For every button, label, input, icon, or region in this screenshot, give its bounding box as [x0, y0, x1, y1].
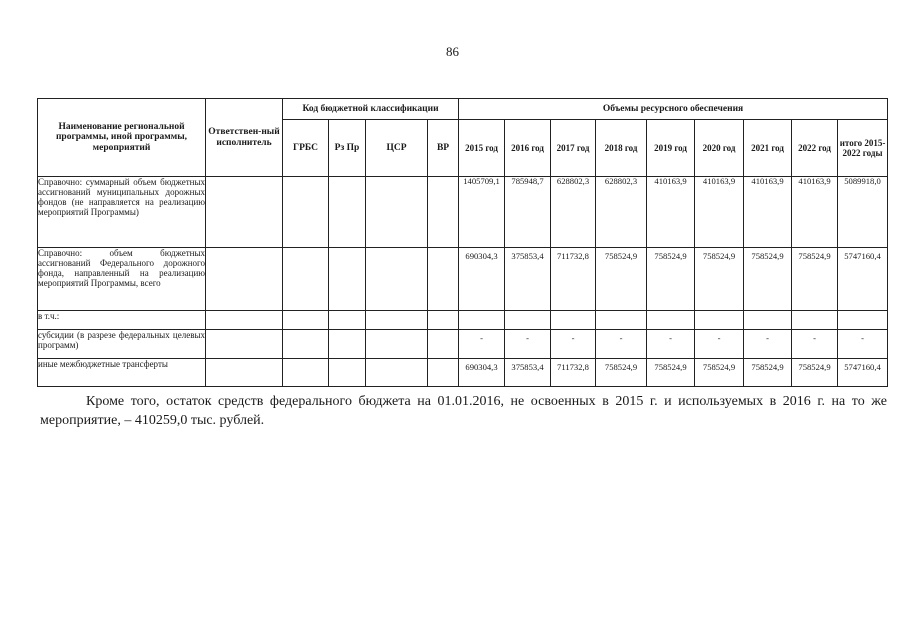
header-year: 2018 год [596, 120, 647, 177]
value-cell [647, 311, 695, 330]
value-cell: 375853,4 [505, 248, 551, 311]
value-cell [744, 311, 792, 330]
header-year: 2016 год [505, 120, 551, 177]
empty-cell [283, 248, 329, 311]
empty-cell [206, 359, 283, 387]
header-year: 2022 год [792, 120, 838, 177]
note-paragraph: Кроме того, остаток средств федерального бюджета на 01.01.2016, не освоенных в 2015 г. и используемых в 2016 г. на то же мероприятие, – 410259,0 тыс. рублей. [40, 394, 887, 428]
value-cell: 758524,9 [792, 248, 838, 311]
value-cell: 711732,8 [551, 248, 596, 311]
value-cell: 410163,9 [792, 177, 838, 248]
value-cell [551, 311, 596, 330]
empty-cell [366, 177, 428, 248]
empty-cell [366, 330, 428, 359]
empty-cell [329, 177, 366, 248]
empty-cell [428, 330, 459, 359]
value-cell: 690304,3 [459, 359, 505, 387]
table-row [38, 311, 888, 330]
header-year: 2019 год [647, 120, 695, 177]
value-cell: 410163,9 [695, 177, 744, 248]
empty-cell [329, 359, 366, 387]
value-cell [505, 311, 551, 330]
header-grbs: ГРБС [283, 120, 329, 177]
value-cell: 785948,7 [505, 177, 551, 248]
header-csr: ЦСР [366, 120, 428, 177]
value-cell [838, 311, 888, 330]
value-cell: - [647, 330, 695, 359]
value-cell: 410163,9 [744, 177, 792, 248]
value-cell: - [596, 330, 647, 359]
empty-cell [283, 359, 329, 387]
value-cell [792, 311, 838, 330]
value-cell: 758524,9 [695, 359, 744, 387]
empty-cell [428, 177, 459, 248]
header-total: итого 2015-2022 годы [838, 120, 888, 177]
header-responsible: Ответствен-ный исполнитель [206, 99, 283, 177]
row-name: Справочно: объем бюджетных ассигнований Федерального дорожного фонда, направленный на реализацию мероприятий Программы, всего [38, 248, 206, 311]
value-cell: 758524,9 [792, 359, 838, 387]
value-cell: 758524,9 [647, 248, 695, 311]
empty-cell [206, 330, 283, 359]
header-rz-pr: Рз Пр [329, 120, 366, 177]
table-row [38, 177, 888, 248]
header-vr: ВР [428, 120, 459, 177]
empty-cell [283, 330, 329, 359]
value-cell: 690304,3 [459, 248, 505, 311]
empty-cell [329, 311, 366, 330]
value-cell: 758524,9 [744, 359, 792, 387]
value-cell: 628802,3 [596, 177, 647, 248]
empty-cell [428, 311, 459, 330]
value-cell: 758524,9 [647, 359, 695, 387]
value-cell: 758524,9 [596, 248, 647, 311]
value-cell: 5747160,4 [838, 248, 888, 311]
empty-cell [428, 359, 459, 387]
value-cell [596, 311, 647, 330]
value-cell: - [744, 330, 792, 359]
value-cell: 375853,4 [505, 359, 551, 387]
value-cell: 758524,9 [744, 248, 792, 311]
value-cell: 628802,3 [551, 177, 596, 248]
empty-cell [329, 248, 366, 311]
empty-cell [329, 330, 366, 359]
empty-cell [206, 177, 283, 248]
value-cell: 1405709,1 [459, 177, 505, 248]
value-cell: - [551, 330, 596, 359]
value-cell: 5089918,0 [838, 177, 888, 248]
value-cell: - [695, 330, 744, 359]
empty-cell [366, 311, 428, 330]
page-number: 86 [446, 44, 459, 59]
value-cell: 758524,9 [695, 248, 744, 311]
value-cell [695, 311, 744, 330]
empty-cell [206, 311, 283, 330]
header-name: Наименование региональной программы, иной программы, мероприятий [38, 99, 206, 177]
value-cell: 5747160,4 [838, 359, 888, 387]
row-name: иные межбюджетные трансферты [38, 359, 206, 387]
value-cell: 410163,9 [647, 177, 695, 248]
empty-cell [283, 177, 329, 248]
table-row [38, 248, 888, 311]
value-cell: 758524,9 [596, 359, 647, 387]
header-year: 2017 год [551, 120, 596, 177]
value-cell: 711732,8 [551, 359, 596, 387]
header-row-top [38, 99, 888, 120]
value-cell: - [838, 330, 888, 359]
empty-cell [283, 311, 329, 330]
table-row [38, 359, 888, 387]
value-cell: - [505, 330, 551, 359]
empty-cell [366, 359, 428, 387]
row-name: Справочно: суммарный объем бюджетных ассигнований муниципальных дорожных фондов (не направляется на реализацию мероприятий Программы) [38, 177, 206, 248]
empty-cell [366, 248, 428, 311]
value-cell: - [792, 330, 838, 359]
empty-cell [428, 248, 459, 311]
value-cell: - [459, 330, 505, 359]
value-cell [459, 311, 505, 330]
header-year: 2020 год [695, 120, 744, 177]
header-resource-volumes: Объемы ресурсного обеспечения [459, 99, 888, 120]
empty-cell [206, 248, 283, 311]
table-row [38, 330, 888, 359]
row-name: в т.ч.: [38, 311, 206, 330]
header-budget-code: Код бюджетной классификации [283, 99, 459, 120]
row-name: субсидии (в разрезе федеральных целевых программ) [38, 330, 206, 359]
header-year: 2015 год [459, 120, 505, 177]
header-year: 2021 год [744, 120, 792, 177]
budget-table [37, 98, 888, 387]
